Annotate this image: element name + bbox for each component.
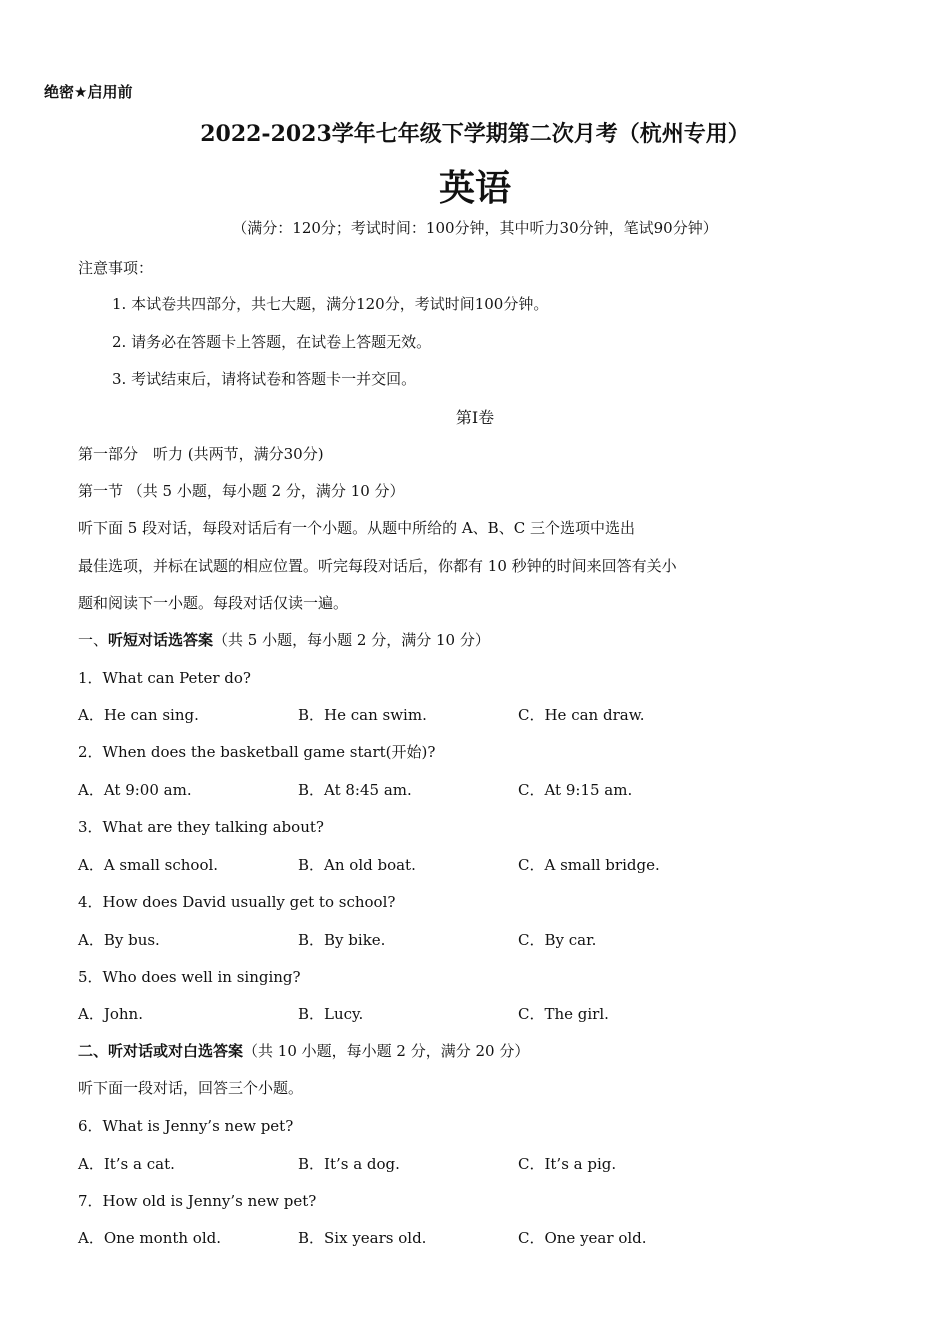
exam-title: 2022-2023学年七年级下学期第二次月考（杭州专用）	[200, 121, 750, 147]
question-text: 5．Who does well in singing?	[78, 968, 301, 986]
subject-title: 英语	[438, 168, 511, 209]
question-text: 7．How old is Jenny’s new pet?	[78, 1192, 317, 1210]
option-c: C．By car.	[518, 931, 597, 949]
option-c: C．One year old.	[518, 1229, 647, 1247]
option-a: A．He can sing.	[78, 706, 199, 724]
instruction-line: 听下面 5 段对话，每段对话后有一个小题。从题中所给的 A、B、C 三个选项中选出	[78, 519, 635, 537]
section-heading: 第一节 （共 5 小题，每小题 2 分，满分 10 分）	[78, 482, 405, 500]
question-text: 2．When does the basketball game start(开始)?	[78, 743, 436, 761]
question-text: 4．How does David usually get to school?	[78, 893, 396, 911]
confidential-mark: 绝密★启用前	[44, 83, 133, 101]
option-a: A．A small school.	[78, 856, 219, 874]
section-a-heading	[78, 629, 490, 650]
option-b: B．An old boat.	[298, 856, 416, 874]
section-b-heading	[78, 1040, 529, 1061]
volume-heading: 第I卷	[455, 408, 495, 427]
option-b: B．By bike.	[298, 931, 386, 949]
notice-item: 3. 考试结束后，请将试卷和答题卡一并交回。	[112, 370, 417, 388]
section-b-intro: 听下面一段对话，回答三个小题。	[78, 1079, 304, 1097]
option-c: C．The girl.	[518, 1005, 609, 1023]
option-c: C．He can draw.	[518, 706, 645, 724]
option-b: B．Lucy.	[298, 1005, 364, 1023]
notice-item: 2. 请务必在答题卡上答题，在试卷上答题无效。	[112, 333, 432, 351]
option-a: A．John.	[78, 1005, 143, 1023]
option-c: C．It’s a pig.	[518, 1155, 617, 1173]
option-a: A．One month old.	[78, 1229, 222, 1247]
option-a: A．By bus.	[78, 931, 160, 949]
section-b-scoring: （共 10 小题，每小题 2 分，满分 20 分）	[243, 1042, 530, 1060]
notice-item: 1. 本试卷共四部分，共七大题，满分120分，考试时间100分钟。	[112, 295, 549, 313]
question-text: 3．What are they talking about?	[78, 818, 324, 836]
section-b-title: 二、听对话或对白选答案	[78, 1042, 244, 1060]
section-a-scoring: （共 5 小题，每小题 2 分，满分 10 分）	[213, 631, 490, 649]
question-text: 1．What can Peter do?	[78, 669, 251, 687]
option-c: C．At 9:15 am.	[518, 781, 633, 799]
notice-heading: 注意事项：	[78, 259, 154, 277]
instruction-line: 最佳选项，并标在试题的相应位置。听完每段对话后，你都有 10 秒钟的时间来回答有关小	[78, 557, 677, 575]
option-c: C．A small bridge.	[518, 856, 660, 874]
section-a-prefix: 一、	[78, 631, 109, 649]
question-text: 6．What is Jenny’s new pet?	[78, 1117, 294, 1135]
option-a: A．It’s a cat.	[78, 1155, 175, 1173]
option-b: B．Six years old.	[298, 1229, 427, 1247]
exam-note: （满分：120分；考试时间：100分钟，其中听力30分钟，笔试90分钟）	[232, 219, 718, 237]
option-a: A．At 9:00 am.	[78, 781, 192, 799]
option-b: B．It’s a dog.	[298, 1155, 400, 1173]
section-a-title: 听短对话选答案	[108, 631, 214, 649]
part-heading: 第一部分 听力 (共两节，满分30分)	[78, 445, 324, 463]
instruction-line: 题和阅读下一小题。每段对话仅读一遍。	[78, 594, 349, 612]
option-b: B．He can swim.	[298, 706, 427, 724]
option-b: B．At 8:45 am.	[298, 781, 412, 799]
